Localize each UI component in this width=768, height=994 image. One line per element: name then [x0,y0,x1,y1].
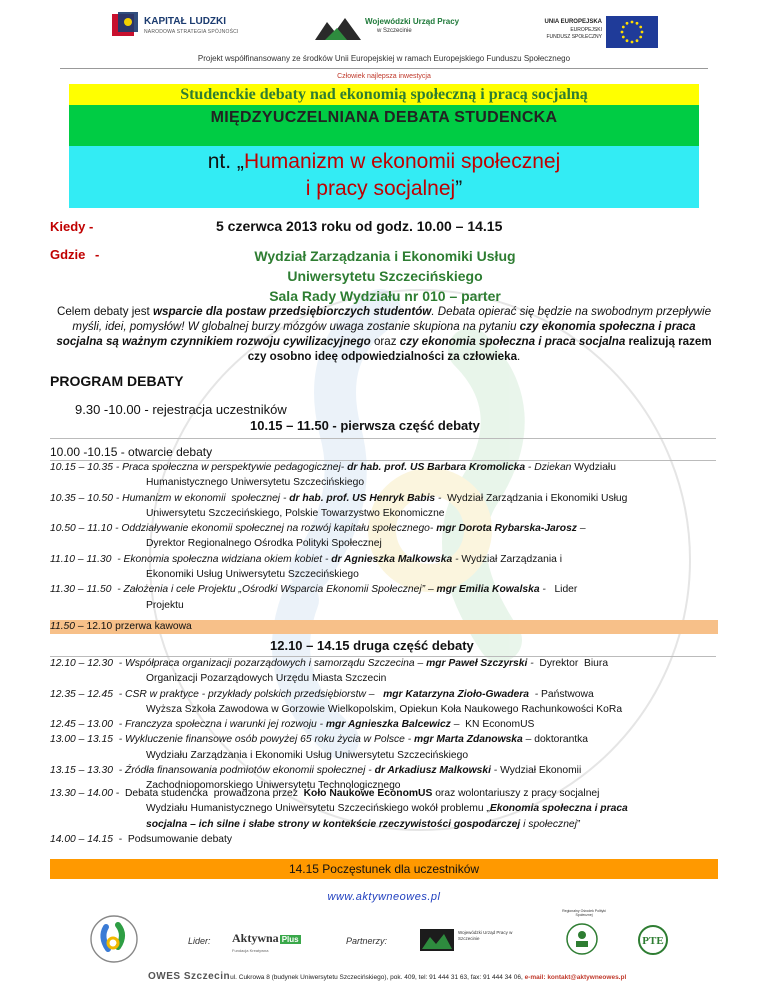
aktywna-plus-logo [232,929,299,953]
motto: Człowiek najlepsza inwestycja [337,73,431,80]
agenda-institution: Wydziału [574,462,616,473]
agenda-description [116,763,581,778]
debate-problem: socjalna – ich silne i słabe strony w kontekście rzeczywistości gospodarczej [146,818,521,830]
topic-title-line1 [69,150,699,174]
agenda-row [50,832,720,847]
agenda-continuation: Uniwersytetu Szczecińskiego, Polskie Towarzystwo Ekonomiczne [146,507,445,519]
rops-logo-icon [560,919,604,959]
debate-title: MIĘDZYUCZELNIANA DEBATA STUDENCKA [210,109,558,126]
agenda-institution: Wydział Zarządzania i Ekonomiki Usług [444,492,628,504]
aktywna-sub: Fundacja Kreatywna [232,948,269,953]
agenda-time: 11.30 – 11.50 [50,584,115,596]
agenda-row [50,552,720,567]
debate-time: 13.30 – 14.00 [50,788,113,799]
agenda-time: 11.10 – 11.30 [50,553,115,565]
topic-line2-text: i pracy socjalnej [305,177,456,200]
agenda-row [50,687,720,702]
summary-time: 14.00 – 14.15 [50,833,113,845]
debate-banner [69,105,699,146]
agenda-institution: KN EconomUS [462,719,535,731]
program-title: PROGRAM DEBATY [50,373,184,389]
agenda-description [122,491,627,506]
agenda-time: 10.50 – 11.10 [50,523,116,535]
owes-name: OWES Szczecin [148,971,231,982]
registration: 9.30 -10.00 - rejestracja uczestników [75,402,287,417]
intro-bold-3: czy ekonomia społeczna i praca socjalna [399,335,626,348]
location [150,246,620,306]
agenda-speaker: mgr Agnieszka Balcewicz [325,719,451,731]
agenda-institution: doktorantka [534,734,589,746]
student-debate-item [50,786,720,847]
agenda-description [116,717,535,732]
agenda-speaker: mgr Paweł Szczyrski [426,658,528,669]
kapital-ludzki-logo [110,8,239,52]
agenda-role: - [435,492,445,504]
kapital-ludzki-subtitle: NARODOWA STRATEGIA SPÓJNOŚCI [144,29,239,35]
agenda-continuation: Ekonomiki Usług Uniwersytetu Szczecińskiego [146,569,359,581]
refreshments-banner: 14.15 Poczęstunek dla uczestników [50,859,718,879]
agenda-speaker: dr hab. prof. US Barbara Kromolicka [347,462,526,473]
agenda-time: 13.00 – 13.15 [50,734,116,746]
intro-text-2: . Debata opierać się będzie na swobodnym przepływie myśli, idei, pomysłów! W globalnej burzy mózgów uwaga zostanie skupiona na pytaniu [72,305,712,333]
wup-mountains-icon [315,16,361,42]
agenda-continuation: Organizacji Pozarządowych Urzędu Miasta Szczecin [146,673,387,685]
where-label-text: Gdzie [50,247,86,262]
wup-name: Wojewódzki Urząd Pracy [365,17,460,26]
intro-text-5: . [517,350,521,363]
agenda-description [116,656,608,671]
agenda-description [114,552,562,567]
agenda-description [122,460,616,475]
header-divider [60,68,708,69]
footer-logos [0,905,768,960]
agenda-time: 12.35 – 12.45 [50,688,116,700]
where-label [50,247,99,262]
agenda-row [50,801,720,816]
location-line3: Sala Rady Wydziału nr 010 – parter [269,288,501,304]
agenda-topic: - CSR w praktyce - przykłady polskich przedsiębiorstw – [115,688,384,700]
series-banner [69,84,699,105]
agenda-institution: Wydział Ekonomii [500,765,582,777]
agenda-continuation: Wydziału Zarządzania i Ekonomiki Usług Uniwersytetu Szczecińskiego [146,749,469,761]
agenda-role: - [527,658,537,669]
agenda-speaker: dr Agnieszka Malkowska [331,553,453,565]
location-line2: Uniwersytetu Szczecińskiego [287,268,483,284]
agenda-topic: - Założenia i cele Projektu „Ośrodki Wsparcia Ekonomii Społecznej” – [114,584,437,596]
intro-text-1: Celem debaty jest [56,305,153,318]
agenda-topic: - Oddziaływanie ekonomii społecznej na rozwój kapitału społecznego- [115,523,437,535]
pte-logo-icon [638,925,668,955]
agenda-description [114,582,577,597]
eu-line1: UNIA EUROPEJSKA [544,19,602,25]
rops-text: Regionalny Ośrodek Polityki Społecznej [562,909,606,917]
agenda-continuation: Dyrektor Regionalnego Ośrodka Polityki Społecznej [146,538,382,550]
topic-suffix: ” [455,177,463,200]
agenda-row [50,521,720,536]
svg-text:PTE: PTE [642,935,664,947]
agenda-role: – [450,719,463,731]
agenda-speaker: mgr Marta Zdanowska [414,734,523,746]
cofinancing-note: Projekt współfinansowany ze środków Unii Europejskiej w ramach Europejskiego Funduszu Społecznego [197,54,571,63]
agenda-topic: Praca społeczna w perspektywie pedagogicznej- [122,462,348,473]
break-text: – 12.10 przerwa kawowa [75,621,192,632]
intro-paragraph [50,304,718,364]
address-text: ul. Cukrowa 8 (budynek Uniwersytetu Szczecińskiego), pok. 409, tel: 91 444 31 63, fax: 91 444 34 06, [230,974,525,981]
agenda-row [50,717,720,732]
eu-logo [544,14,658,48]
break-time: 11.50 [50,621,76,632]
agenda-topic: - Franczyza społeczna i warunki jej rozwoju - [115,719,326,731]
agenda-time: 10.15 – 10.35 - [50,462,123,473]
part2-agenda [50,656,720,794]
wup-partner-text: Wojewódzki Urząd Pracy w Szczecinie [458,930,513,941]
agenda-row [50,763,720,778]
agenda-row [50,582,720,597]
agenda-topic: Humanizm w ekonomii społecznej - [122,492,290,504]
agenda-row [50,732,720,747]
wup-partner-icon [420,929,454,951]
when-value: 5 czerwca 2013 roku od godz. 10.00 – 14.15 [216,218,503,234]
agenda-speaker: mgr Katarzyna Zioło-Gwadera [383,688,530,700]
agenda-institution: Państwowa [541,688,594,700]
wup-city: w Szczecinie [377,28,412,34]
debate-text: i społecznej [520,818,577,830]
aktywna-text: Aktywna [232,931,279,945]
agenda-time: 12.45 – 13.00 [50,719,116,731]
agenda-continuation: Wyższa Szkoła Zawodowa w Gorzowie Wielkopolskim, Opiekun Koła Naukowego Rachunkowości KoRa [146,703,623,715]
agenda-topic: - Wykluczenie finansowe osób powyżej 65 roku życia w Polsce - [115,734,415,746]
website-link[interactable]: www.aktywneowes.pl [327,891,441,903]
agenda-continuation: Projektu [146,599,184,611]
opening: 10.00 -10.15 - otwarcie debaty [50,445,213,459]
agenda-row [50,786,720,801]
footer-address-line [148,966,626,984]
agenda-time: 13.15 – 13.30 [50,765,116,777]
debate-text: Wydziału Humanistycznego Uniwersytetu Szczecińskiego wokół problemu „ [146,803,490,815]
where-dash: - [95,247,100,262]
topic-banner [69,146,699,208]
debate-problem: Ekonomia społeczna i praca [489,803,628,815]
agenda-topic: - Współpraca organizacji pozarządowych i samorządu Szczecina – [115,658,427,669]
topic-line1-text: Humanizm w ekonomii społecznej [243,150,561,173]
agenda-description [116,732,588,747]
owes-emblem-icon [82,913,146,965]
debate-quote: ” [576,818,581,830]
intro-text-3: oraz [370,335,400,348]
kapital-ludzki-icon [110,10,140,40]
eu-line3: FUNDUSZ SPOŁECZNY [546,34,602,40]
agenda-speaker: mgr Emilia Kowalska [436,584,540,596]
topic-title-line2 [69,177,699,201]
agenda-row [50,460,720,475]
topic-prefix: nt. „ [207,150,244,173]
debate-club: Koło Naukowe EconomUS [303,788,433,799]
divider [50,438,716,439]
intro-bold-1: wsparcie dla postaw przedsiębiorczych studentów [153,305,432,318]
agenda-role: - [452,553,462,565]
agenda-time: 10.35 – 10.50 - [50,492,123,504]
agenda-role: - Dziekan [525,462,575,473]
agenda-role: - [539,584,549,596]
summary-text: - Podsumowanie debaty [112,833,233,845]
kapital-ludzki-title: KAPITAŁ LUDZKI [144,16,227,27]
agenda-speaker: dr hab. prof. US Henryk Babis [289,492,436,504]
debate-text: oraz wolontariuszy z pracy socjalnej [432,788,600,799]
agenda-time: 12.10 – 12.30 [50,658,116,669]
agenda-continuation: Humanistycznego Uniwersytetu Szczecińskiego [146,477,365,489]
eu-flag-icon [606,16,658,48]
plus-text: Plus [281,935,299,944]
agenda-description [116,687,594,702]
intro-bold-2: czy ekonomia społeczna i praca socjalna są ważnym czynnikiem rozwoju cywilizacyjnego [56,320,696,348]
wup-logo [315,14,460,46]
part2-heading: 12.10 – 14.15 druga część debaty [270,638,474,653]
part1-heading: 10.15 – 11.50 - pierwsza część debaty [250,418,480,433]
agenda-speaker: dr Arkadiusz Malkowski [374,765,491,777]
agenda-description [115,521,585,536]
intro-text-4: realizują razem czy osobno ideę odpowiedzialności za człowieka [247,335,712,363]
agenda-speaker: mgr Dorota Rybarska-Jarosz [436,523,577,535]
eu-line2: EUROPEJSKI [570,27,602,33]
agenda-continuation: Zachodniopomorskiego Uniwersytetu Technologicznego [146,780,401,792]
series-title: Studenckie debaty nad ekonomią społeczną i pracą socjalną [180,86,588,103]
agenda-institution: Wydział Zarządzania i [461,553,563,565]
location-line1: Wydział Zarządzania i Ekonomiki Usług [254,248,516,264]
agenda-institution: Lider [548,584,578,596]
debate-text: - Debata studencka prowadzona przez [112,788,304,799]
agenda-institution: Dyrektor Biura [536,658,609,669]
agenda-row [50,817,720,832]
agenda-row [50,491,720,506]
agenda-row [50,656,720,671]
leader-label: Lider: [188,936,211,946]
agenda-topic: - Ekonomia społeczna widziana okiem kobiet - [114,553,332,565]
when-label: Kiedy - [50,219,94,234]
agenda-role: – [522,734,535,746]
agenda-topic: - Źródła finansowania podmiotów ekonomii społecznej - [115,765,375,777]
agenda-role: – [576,523,586,535]
partners-label: Partnerzy: [346,936,388,946]
agenda-role: - [529,688,542,700]
email-link[interactable]: e-mail: kontakt@aktywneowes.pl [524,974,627,981]
agenda-role: - [490,765,501,777]
part1-agenda [50,460,720,613]
coffee-break [50,620,718,634]
